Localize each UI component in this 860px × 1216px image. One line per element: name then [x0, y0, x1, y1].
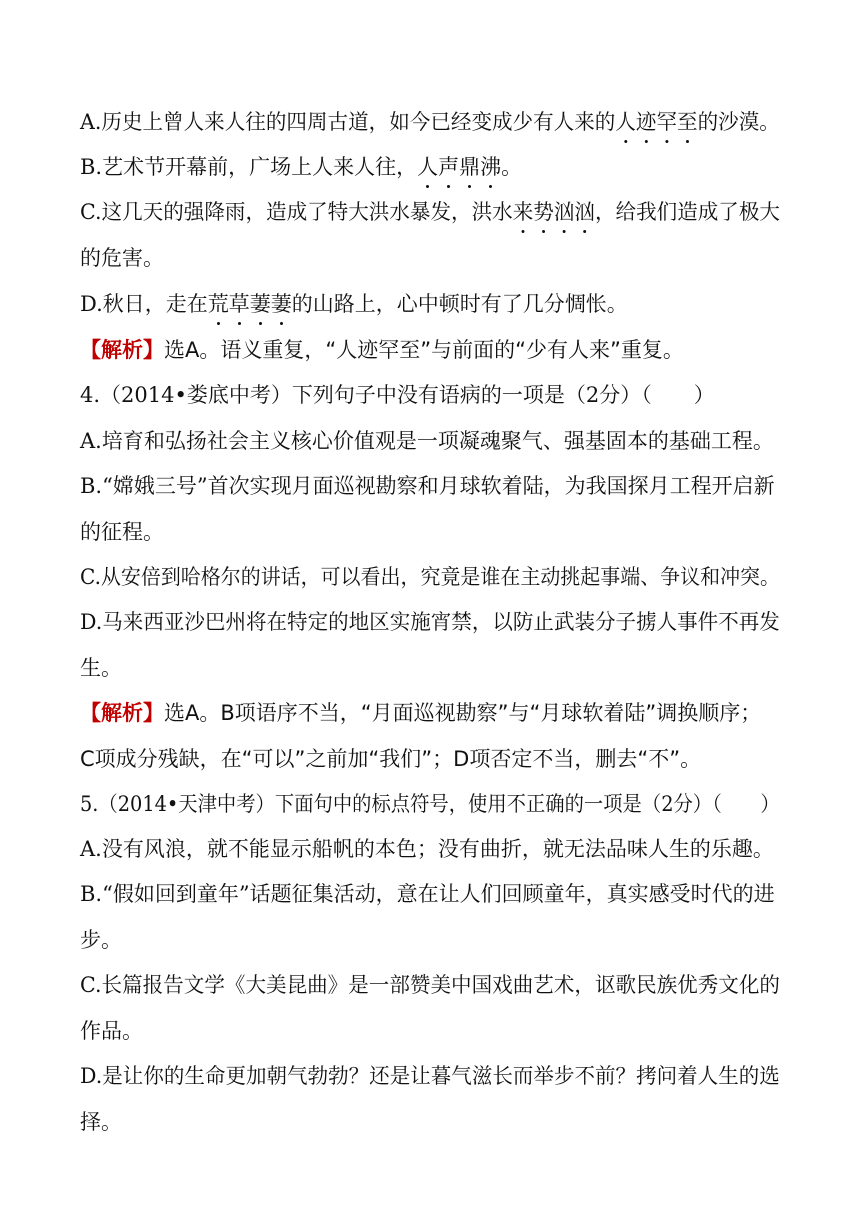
- option-text: 。: [501, 155, 523, 179]
- emphasis-char: 沸: [480, 151, 501, 183]
- q3-analysis: [80, 334, 780, 366]
- option-text: 的沙漠。: [697, 110, 780, 134]
- q5-option-c: C.长篇报告文学《大美昆曲》是一部赞美中国戏曲艺术，讴歌民族优秀文化的: [80, 973, 780, 997]
- q4-option-b: B.“嫦娥三号”首次实现月面巡视勘察和月球软着陆，为我国探月工程开启新: [80, 474, 775, 498]
- emphasis-char: 汹: [574, 196, 595, 228]
- q3-option-a: [80, 106, 780, 138]
- option-text: B.艺术节开幕前，广场上人来人往，: [80, 155, 418, 179]
- emphasis-char: 罕: [656, 106, 677, 138]
- emphasis-char: 迹: [636, 106, 657, 138]
- analysis-tag: 【解析】: [80, 700, 164, 725]
- analysis-tag: 【解析】: [80, 337, 164, 362]
- q3-option-b: [80, 151, 780, 183]
- option-text: 的山路上，心中顿时有了几分惆怅。: [291, 292, 628, 316]
- q4-option-c: C.从安倍到哈格尔的讲话，可以看出，究竟是谁在主动挑起事端、争议和冲突。: [80, 565, 781, 589]
- q4-option-d-continuation: 生。: [80, 656, 122, 680]
- emphasis-char: 声: [438, 151, 459, 183]
- option-text: A.历史上曾人来人往的四周古道，如今已经变成少有人来的: [80, 110, 616, 134]
- analysis-text: 选A。B项语序不当，“月面巡视勘察”与“月球软着陆”调换顺序；: [164, 701, 762, 725]
- emphasis-char: 人: [417, 151, 438, 183]
- q5-option-d: D.是让你的生命更加朝气勃勃？还是让暮气滋长而举步不前？拷问着人生的选: [80, 1064, 780, 1088]
- q5-option-b-continuation: 步。: [80, 928, 122, 952]
- emphasis-char: 汹: [554, 196, 575, 228]
- q4-option-d: D.马来西亚沙巴州将在特定的地区实施宵禁，以防止武装分子掳人事件不再发: [80, 610, 780, 634]
- emphasis-char: 萋: [250, 288, 271, 320]
- q4-analysis-continuation: C项成分残缺，在“可以”之前加“我们”；D项否定不当，删去“不”。: [80, 747, 702, 771]
- q4-stem: 4.（2014•娄底中考）下列句子中没有语病的一项是（2分）（ ）: [80, 383, 715, 407]
- q3-option-c-continuation: 的危害。: [80, 246, 164, 270]
- emphasis-char: 鼎: [459, 151, 480, 183]
- q5-option-a: A.没有风浪，就不能显示船帆的本色；没有曲折，就无法品味人生的乐趣。: [80, 837, 774, 861]
- q4-option-b-continuation: 的征程。: [80, 520, 164, 544]
- option-text: ，给我们造成了极大: [594, 200, 780, 224]
- analysis-text: 选A。语义重复，“人迹罕至”与前面的“少有人来”重复。: [164, 338, 684, 362]
- q5-option-c-continuation: 作品。: [80, 1019, 143, 1043]
- q4-option-a: A.培育和弘扬社会主义核心价值观是一项凝魂聚气、强基固本的基础工程。: [80, 429, 774, 453]
- q3-option-d: [80, 288, 780, 320]
- emphasis-char: 势: [533, 196, 554, 228]
- emphasis-char: 来: [513, 196, 534, 228]
- q3-option-c: [80, 196, 780, 228]
- emphasis-char: 萋: [271, 288, 292, 320]
- q4-analysis: [80, 697, 780, 729]
- emphasis-char: 人: [615, 106, 636, 138]
- emphasis-char: 至: [677, 106, 698, 138]
- option-text: D.秋日，走在: [80, 292, 208, 316]
- emphasis-char: 荒: [208, 288, 229, 320]
- q5-option-d-continuation: 择。: [80, 1110, 122, 1134]
- q5-option-b: B.“假如回到童年”话题征集活动，意在让人们回顾童年，真实感受时代的进: [80, 882, 775, 906]
- emphasis-char: 草: [229, 288, 250, 320]
- option-text: C.这几天的强降雨，造成了特大洪水暴发，洪水: [80, 200, 513, 224]
- q5-stem: 5.（2014•天津中考）下面句中的标点符号，使用不正确的一项是（2分）（ ）: [80, 792, 780, 816]
